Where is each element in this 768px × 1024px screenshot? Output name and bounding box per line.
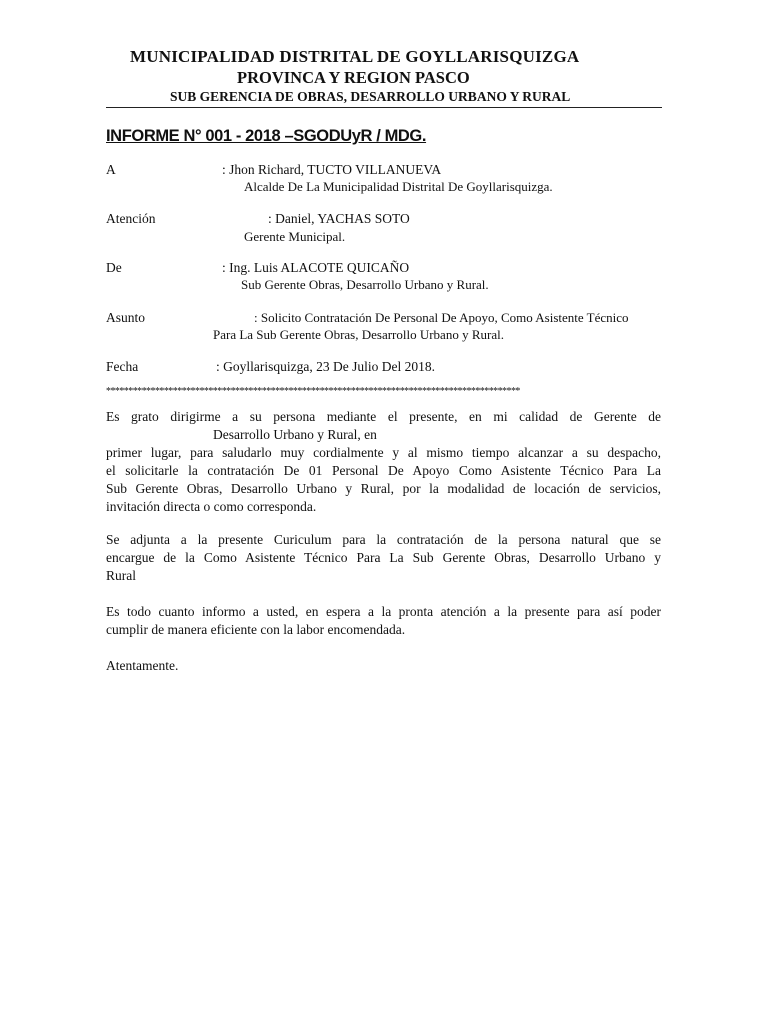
province-region: PROVINCA Y REGION PASCO — [237, 68, 470, 87]
paragraph-line: invitación directa o como corresponda. — [106, 499, 317, 514]
header-divider — [106, 107, 662, 108]
paragraph-line: Es grato dirigirme a su persona mediante el presente, en mi calidad de Gerente de — [106, 409, 661, 424]
paragraph-line: Es todo cuanto informo a usted, en espera a la pronta atención a la presente para así poder — [106, 604, 661, 619]
report-title: INFORME N° 001 - 2018 –SGODUyR / MDG. — [106, 127, 427, 145]
paragraph-line: cumplir de manera eficiente con la labor encomendada. — [106, 622, 406, 637]
attention-name: : Daniel, YACHAS SOTO — [268, 211, 410, 226]
subject-line2: Para La Sub Gerente Obras, Desarrollo Urbano y Rural. — [213, 327, 504, 342]
paragraph-line: encargue de la Como Asistente Técnico Para La Sub Gerente Obras, Desarrollo Urbano y — [106, 550, 661, 565]
paragraph-line: el solicitarle la contratación De 01 Personal De Apoyo Como Asistente Técnico Para La — [106, 463, 661, 478]
closing-salutation: Atentamente. — [106, 658, 179, 673]
from-name: : Ing. Luis ALACOTE QUICAÑO — [222, 260, 410, 275]
body-paragraph-1 — [106, 408, 661, 516]
body-paragraph-2 — [106, 531, 661, 585]
to-label: A — [106, 162, 116, 177]
separator-line: ********************************************************************************************* — [106, 386, 520, 397]
municipality-name: MUNICIPALIDAD DISTRITAL DE GOYLLARISQUIZGA — [130, 47, 580, 66]
paragraph-line: Desarrollo Urbano y Rural, en — [213, 427, 377, 442]
attention-label: Atención — [106, 211, 156, 226]
subject-line1: : Solicito Contratación De Personal De Apoyo, Como Asistente Técnico — [254, 310, 629, 325]
paragraph-line: Rural — [106, 568, 136, 583]
from-role: Sub Gerente Obras, Desarrollo Urbano y Rural. — [241, 277, 489, 292]
date-value: : Goyllarisquizga, 23 De Julio Del 2018. — [216, 359, 435, 374]
from-label: De — [106, 260, 122, 275]
paragraph-line: primer lugar, para saludarlo muy cordialmente y al mismo tiempo alcanzar a su despacho, — [106, 445, 661, 460]
paragraph-line: Se adjunta a la presente Curiculum para la contratación de la persona natural que se — [106, 532, 661, 547]
date-label: Fecha — [106, 359, 139, 374]
subject-label: Asunto — [106, 310, 146, 325]
sub-management-name: SUB GERENCIA DE OBRAS, DESARROLLO URBANO Y RURAL — [170, 89, 571, 104]
paragraph-line: Sub Gerente Obras, Desarrollo Urbano y Rural, por la modalidad de locación de servicios, — [106, 481, 661, 496]
body-paragraph-3 — [106, 603, 661, 639]
to-role: Alcalde De La Municipalidad Distrital De Goyllarisquizga. — [244, 179, 553, 194]
attention-role: Gerente Municipal. — [244, 229, 346, 244]
to-name: : Jhon Richard, TUCTO VILLANUEVA — [222, 162, 442, 177]
